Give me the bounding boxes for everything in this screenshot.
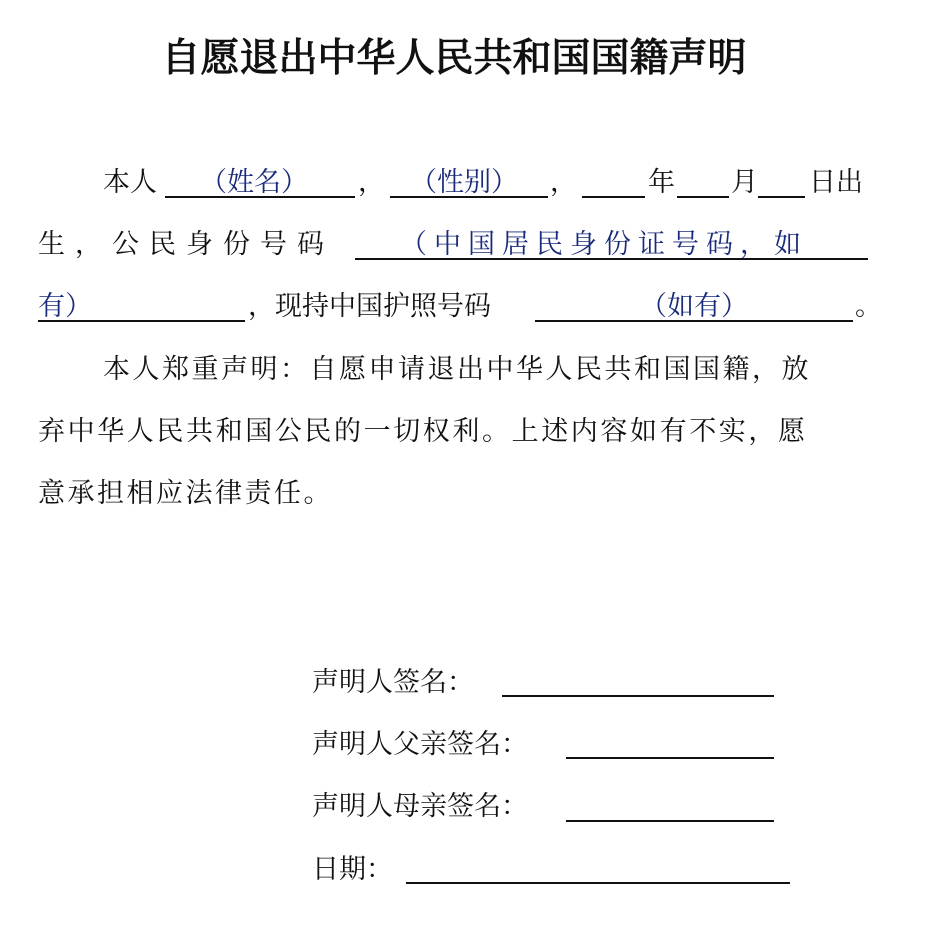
year-field-underline[interactable] [582, 196, 645, 198]
mother-signature-label: 声明人母亲签名： [312, 791, 528, 822]
id-placeholder-2: 有） [38, 291, 92, 322]
gender-placeholder: （性别） [410, 167, 518, 198]
comma: ， [550, 167, 577, 198]
comma: ， [358, 167, 385, 198]
text-day-born: 日出 [809, 167, 863, 198]
statement-line-3: 意承担相应法律责任。 [38, 478, 333, 509]
date-label: 日期： [312, 854, 393, 885]
text-id-label: 生，公民身份号码 [38, 229, 334, 260]
month-field-underline[interactable] [677, 196, 729, 198]
father-signature-label: 声明人父亲签名： [312, 729, 528, 760]
declarant-signature-field[interactable] [502, 695, 774, 697]
text-passport-label: ，现持中国护照号码 [248, 291, 491, 322]
declarant-signature-label: 声明人签名： [312, 667, 474, 698]
statement-line-2: 弃中华人民共和国公民的一切权利。上述内容如有不实，愿 [38, 416, 808, 447]
text-year: 年 [648, 167, 675, 198]
date-field[interactable] [406, 882, 790, 884]
text-month: 月 [731, 167, 758, 198]
passport-placeholder: （如有） [640, 291, 748, 322]
father-signature-field[interactable] [566, 757, 774, 759]
text-benren: 本人 [103, 167, 157, 198]
mother-signature-field[interactable] [566, 820, 774, 822]
period: 。 [855, 291, 882, 322]
name-placeholder: （姓名） [200, 167, 308, 198]
statement-line-1: 本人郑重声明：自愿申请退出中华人民共和国国籍，放 [103, 354, 811, 385]
id-placeholder-1: （中国居民身份证号码，如 [400, 229, 808, 260]
document-title: 自愿退出中华人民共和国国籍声明 [161, 36, 747, 81]
day-field-underline[interactable] [758, 196, 805, 198]
